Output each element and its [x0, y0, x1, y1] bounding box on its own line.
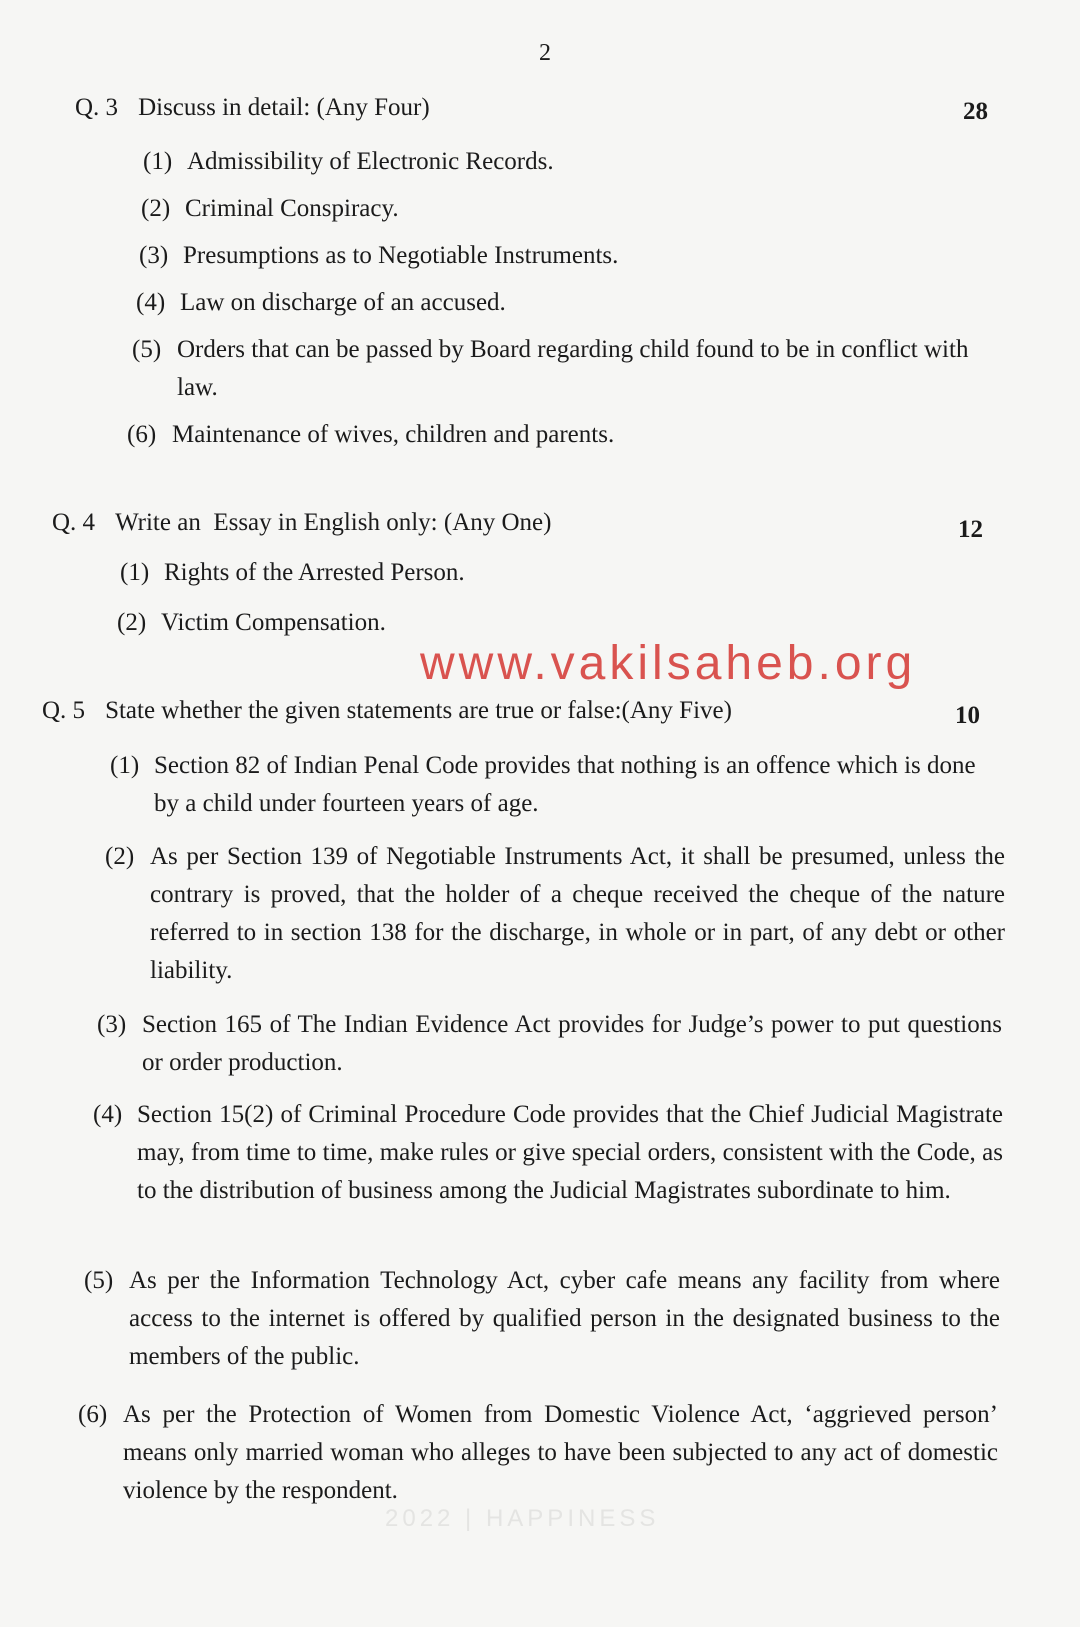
item-text: Criminal Conspiracy.: [185, 195, 399, 222]
q5-item-5: [84, 1262, 1000, 1376]
q3-item-1: [143, 143, 983, 181]
item-text: Victim Compensation.: [161, 609, 386, 636]
question-prompt: Write an Essay in English only: (Any One): [115, 509, 552, 536]
q3-item-5: [132, 331, 992, 407]
website-watermark: www.vakilsaheb.org: [420, 637, 917, 690]
question-3-heading: [75, 94, 430, 122]
item-text: Rights of the Arrested Person.: [164, 559, 465, 586]
item-number: (4): [136, 289, 166, 316]
item-text: As per the Protection of Women from Domestic Violence Act, ‘aggrieved person’ means only married woman who alleges to have been subjected to any act of domestic violence by the respondent.: [123, 1401, 998, 1504]
question-5-marks: 10: [955, 702, 980, 729]
item-text: As per the Information Technology Act, cyber cafe means any facility from where access to the internet is offered by qualified person in the designated business to the members of the public.: [129, 1267, 1000, 1370]
q3-item-4: [136, 284, 976, 322]
item-number: (6): [78, 1401, 108, 1428]
item-text: Admissibility of Electronic Records.: [187, 148, 554, 175]
question-4-heading: [52, 509, 551, 537]
q3-item-3: [139, 237, 979, 275]
item-number: (1): [143, 148, 173, 175]
faint-background-text: 2022 | HAPPINESS: [385, 1505, 660, 1532]
item-text: Maintenance of wives, children and parents.: [172, 421, 615, 448]
item-number: (2): [141, 195, 171, 222]
item-number: (2): [117, 609, 147, 636]
question-4-marks: 12: [958, 516, 983, 543]
item-number: (2): [105, 843, 135, 870]
item-number: (5): [132, 336, 162, 363]
q3-item-6: [127, 416, 987, 454]
page-number: 2: [539, 40, 551, 66]
question-3-marks: 28: [963, 98, 988, 125]
q5-item-2: [105, 838, 1005, 990]
q5-item-6: [78, 1396, 998, 1510]
item-text: Section 15(2) of Criminal Procedure Code provides that the Chief Judicial Magistrate may, from time to time, make rules or give special orders, consistent with the Code, as to the distribution of business among the Judicial Magistrates subordinate to him.: [137, 1101, 1003, 1204]
item-number: (3): [139, 242, 169, 269]
item-number: (1): [120, 559, 150, 586]
question-5-heading: [42, 697, 732, 725]
question-number: Q. 4: [52, 509, 96, 536]
q4-item-1: [120, 554, 960, 592]
item-text: Presumptions as to Negotiable Instruments.: [183, 242, 619, 269]
item-number: (1): [110, 752, 140, 779]
item-text: As per Section 139 of Negotiable Instruments Act, it shall be presumed, unless the contrary is proved, that the holder of a cheque received the cheque of the nature referred to in section 138 for the discharge, in whole or in part, of any debt or other liability.: [150, 843, 1005, 984]
item-number: (4): [93, 1101, 123, 1128]
question-number: Q. 5: [42, 697, 86, 724]
item-text: Section 165 of The Indian Evidence Act provides for Judge’s power to put questions or order production.: [142, 1011, 1002, 1076]
q3-item-2: [141, 190, 981, 228]
question-prompt: Discuss in detail: (Any Four): [138, 94, 430, 121]
item-number: (3): [97, 1011, 127, 1038]
q5-item-1: [110, 747, 1005, 823]
q5-item-4: [93, 1096, 1003, 1210]
question-prompt: State whether the given statements are true or false:(Any Five): [105, 697, 732, 724]
item-number: (5): [84, 1267, 114, 1294]
question-number: Q. 3: [75, 94, 119, 121]
item-text: Orders that can be passed by Board regarding child found to be in conflict with law.: [177, 336, 969, 401]
item-text: Law on discharge of an accused.: [180, 289, 506, 316]
q5-item-3: [97, 1006, 1002, 1082]
item-number: (6): [127, 421, 157, 448]
item-text: Section 82 of Indian Penal Code provides that nothing is an offence which is done by a child under fourteen years of age.: [154, 752, 976, 817]
